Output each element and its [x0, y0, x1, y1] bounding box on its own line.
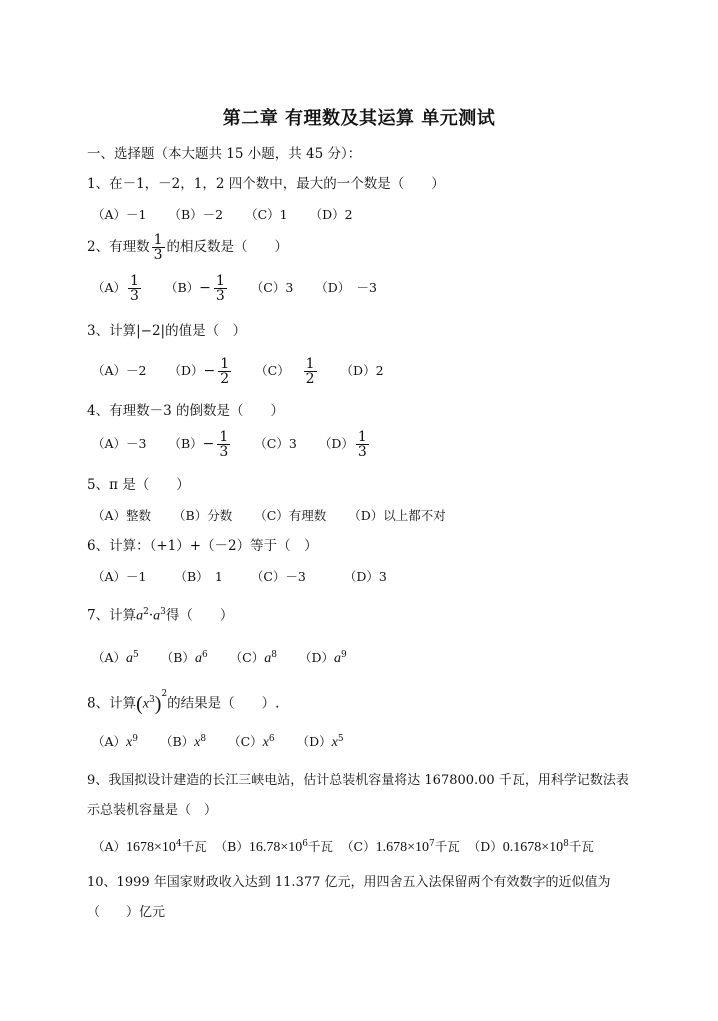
- fraction-denominator: 2: [305, 371, 315, 387]
- option-c: （C）3: [254, 436, 297, 451]
- math-var: a: [126, 651, 134, 667]
- fraction-denominator: 3: [130, 288, 139, 304]
- question-9-options: [92, 840, 594, 855]
- question-7-stem: [87, 608, 233, 624]
- option-label: （C）: [341, 839, 376, 855]
- fraction: [214, 274, 227, 303]
- question-9-line-2: 示总装机容量是（ ）: [87, 803, 218, 818]
- fraction-denominator: 3: [153, 247, 163, 263]
- question-2-suffix: 的相反数是（ ）: [166, 239, 289, 255]
- option-a: [92, 274, 143, 303]
- option-c: [341, 840, 460, 855]
- fraction: [128, 274, 141, 303]
- exponent: 3: [160, 607, 166, 617]
- option-a: （A）－2: [92, 363, 147, 378]
- option-d: [297, 735, 344, 750]
- option-a: [92, 651, 139, 666]
- exponent: 8: [563, 839, 569, 849]
- option-label: （B）: [214, 839, 249, 855]
- question-8-prefix: 8、计算: [87, 695, 137, 712]
- exponent: 8: [271, 650, 277, 660]
- option-a: （A）－3: [92, 436, 147, 451]
- option-label: （D）: [467, 839, 503, 855]
- option-label: （C）: [255, 363, 290, 378]
- question-9-line-1: 9、我国拟设计建造的长江三峡电站，估计总装机容量将达 167800.00 千瓦，用科学记数法表: [87, 773, 629, 788]
- mantissa: 16.78×10: [248, 840, 303, 856]
- fraction-denominator: 3: [219, 444, 229, 460]
- fraction: [218, 357, 231, 386]
- question-10-line-1: 10、1999 年国家财政收入达到 11.377 亿元，用四舍五入法保留两个有效数字的近似值为: [87, 875, 611, 890]
- option-d: （D）2: [340, 363, 384, 378]
- math-var: a: [333, 651, 341, 667]
- exponent: 5: [133, 650, 139, 660]
- option-c: （C）有理数: [254, 508, 327, 523]
- option-d: （D） －3: [315, 280, 378, 295]
- option-a: （A）－1: [92, 207, 147, 222]
- option-label: （A）: [92, 839, 127, 855]
- exponent: 6: [268, 734, 275, 744]
- option-c: [228, 735, 275, 750]
- question-5-stem: 5、π 是（ ）: [87, 477, 190, 493]
- mantissa: 1678×10: [126, 840, 176, 856]
- option-label: （A）: [92, 734, 127, 750]
- option-b: [165, 274, 229, 303]
- exponent: 2: [161, 689, 168, 699]
- question-8-suffix: 的结果是（ ）.: [167, 695, 280, 712]
- exponent: 2: [143, 607, 149, 617]
- exponent: 4: [175, 839, 182, 849]
- math-var: x: [142, 696, 149, 712]
- option-label: （C）: [229, 650, 265, 666]
- unit: 千瓦: [308, 839, 334, 855]
- exponent: 6: [201, 650, 208, 660]
- minus-sign: −: [202, 436, 215, 452]
- mantissa: 0.1678×10: [502, 840, 564, 856]
- option-a: [92, 735, 138, 750]
- mantissa: 1.678×10: [375, 840, 429, 856]
- question-4-stem: 4、有理数－3 的倒数是（ ）: [87, 403, 284, 419]
- math-var: a: [136, 608, 144, 624]
- option-b: [168, 430, 232, 459]
- question-7-options: [92, 651, 365, 666]
- fraction-numerator: 1: [215, 273, 225, 289]
- option-c: （C）1: [245, 207, 288, 222]
- option-label: （D）: [298, 650, 334, 666]
- option-d: （D）3: [343, 569, 387, 584]
- option-b: [160, 735, 206, 750]
- math-var: a: [264, 651, 272, 667]
- unit: 千瓦: [568, 839, 594, 855]
- option-a: （A）整数: [92, 508, 152, 523]
- math-var: a: [153, 608, 161, 624]
- fraction-denominator: 2: [220, 371, 230, 387]
- option-c: [230, 651, 277, 666]
- question-7-prefix: 7、计算: [87, 607, 137, 624]
- exponent: 8: [200, 734, 207, 744]
- question-10-line-2: （ ）亿元: [87, 905, 166, 920]
- option-label: （B）: [168, 436, 203, 451]
- question-2-stem: [87, 233, 288, 262]
- question-2-options: [92, 274, 395, 303]
- fraction-numerator: 1: [220, 356, 230, 372]
- fraction-numerator: 1: [357, 429, 367, 445]
- option-a: [92, 840, 207, 855]
- option-d: [319, 430, 371, 459]
- option-label: （B）: [164, 280, 200, 295]
- exponent: 5: [337, 734, 344, 744]
- option-label: （C）: [228, 734, 263, 750]
- option-d: （D）2: [309, 207, 353, 222]
- exponent: 9: [132, 734, 138, 744]
- unit: 千瓦: [181, 839, 207, 855]
- minus-sign: −: [203, 363, 216, 379]
- question-3-stem: 3、计算|−2|的值是（ ）: [87, 323, 247, 339]
- question-8-options: [92, 735, 362, 750]
- option-label: （D）: [318, 436, 354, 451]
- question-4-options: [92, 430, 389, 459]
- math-var: x: [126, 735, 133, 751]
- option-label: （D）: [296, 734, 332, 750]
- fraction-denominator: 3: [357, 444, 367, 460]
- question-1-stem: 1、在－1，－2，1，2 四个数中，最大的一个数是（ ）: [87, 176, 445, 192]
- question-5-options: [92, 510, 464, 523]
- exponent: 6: [302, 839, 308, 849]
- option-b: （B）－2: [168, 207, 224, 222]
- question-6-stem: 6、计算：（+1）+（－2）等于（ ）: [87, 538, 318, 554]
- option-c: [255, 357, 318, 386]
- question-1-options: [92, 209, 371, 222]
- exponent: 3: [148, 695, 155, 705]
- fraction: [152, 233, 165, 262]
- fraction-numerator: 1: [153, 232, 163, 248]
- left-paren: (: [136, 693, 143, 715]
- math-var: x: [331, 735, 338, 751]
- fraction-numerator: 1: [305, 356, 315, 372]
- fraction-denominator: 3: [215, 288, 225, 304]
- option-b: [168, 357, 233, 386]
- right-paren: ): [154, 693, 162, 715]
- multiply-dot: ·: [148, 607, 154, 624]
- math-var: x: [262, 735, 269, 751]
- exponent: 9: [340, 650, 347, 660]
- fraction: [217, 430, 230, 459]
- option-d: （D）以上都不对: [348, 508, 446, 523]
- option-b: （B） 1: [174, 569, 223, 584]
- option-label: （A）: [92, 280, 127, 295]
- option-a: （A）－1: [92, 569, 147, 584]
- option-label: （B）: [159, 734, 195, 750]
- math-var: x: [194, 735, 201, 751]
- question-6-options: [92, 571, 405, 584]
- minus-sign: −: [199, 280, 211, 296]
- option-label: （D）: [168, 363, 204, 378]
- fraction-numerator: 1: [219, 429, 229, 445]
- question-3-options: [92, 357, 402, 386]
- document-title: 第二章 有理数及其运算 单元测试: [222, 108, 496, 129]
- section-heading: 一、选择题（本大题共 15 小题，共 45 分）：: [87, 146, 362, 162]
- option-c: （C）3: [250, 280, 294, 295]
- option-c: （C）－3: [250, 569, 306, 584]
- option-b: （B）分数: [173, 508, 233, 523]
- option-d: [299, 651, 347, 666]
- option-b: [161, 651, 208, 666]
- option-d: [468, 840, 594, 855]
- math-var: a: [194, 651, 202, 667]
- exponent: 7: [428, 839, 435, 849]
- option-b: [215, 840, 333, 855]
- option-label: （B）: [160, 650, 195, 666]
- fraction: [356, 430, 369, 459]
- option-label: （A）: [92, 650, 127, 666]
- question-7-suffix: 得（ ）: [165, 607, 234, 624]
- question-8-stem: [87, 689, 280, 715]
- fraction: [304, 357, 317, 386]
- question-2-prefix: 2、有理数: [87, 239, 150, 255]
- unit: 千瓦: [434, 839, 460, 855]
- fraction-numerator: 1: [130, 273, 139, 289]
